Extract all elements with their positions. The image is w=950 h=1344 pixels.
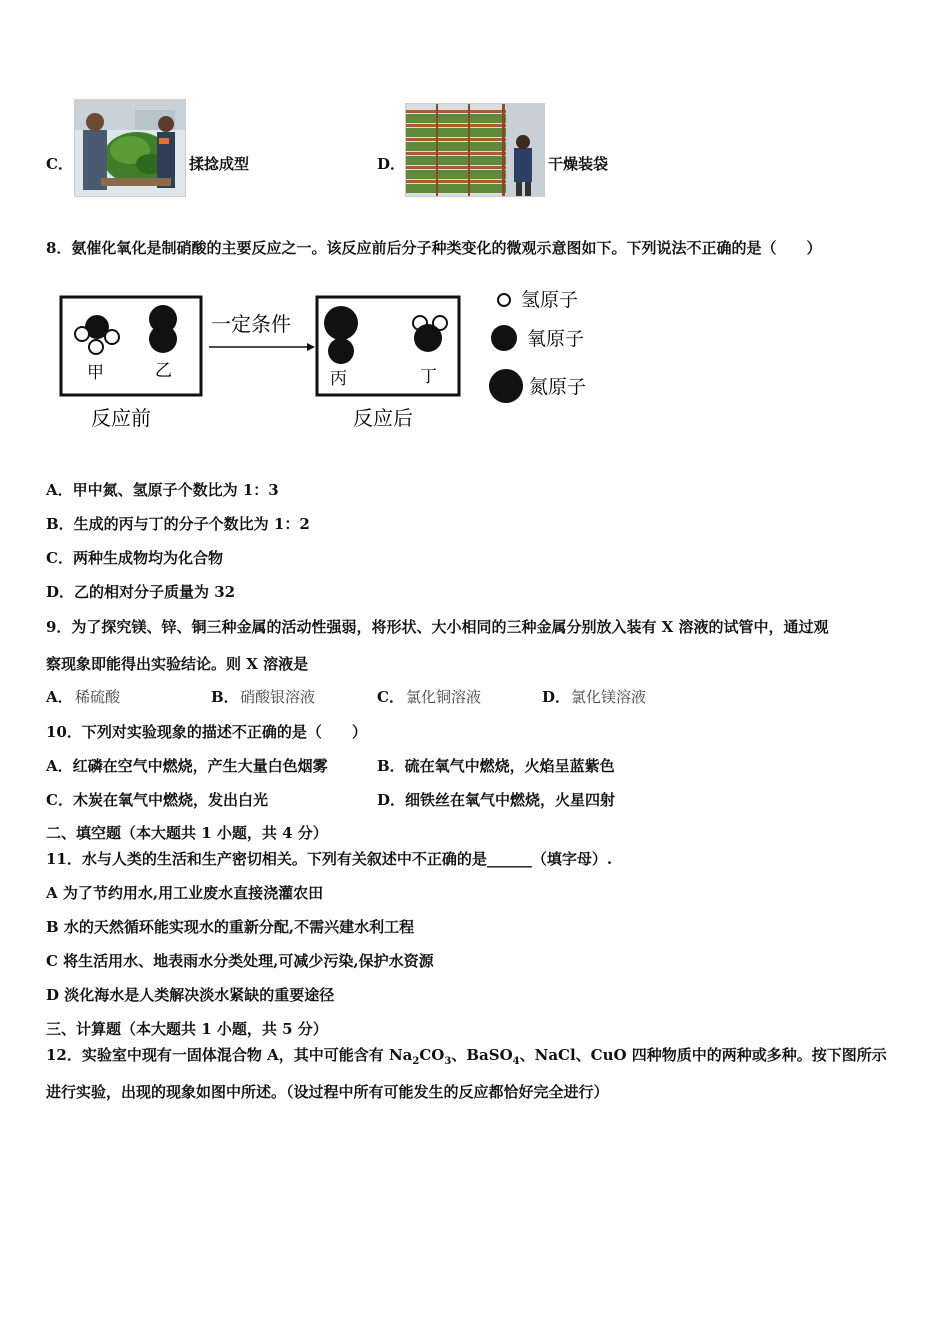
q9-option-a-letter: A． [46,688,73,706]
label-bing: 丙 [330,369,347,389]
tea-rolling-photo [74,99,186,197]
reaction-diagram [55,283,615,433]
q11-item-b: B 水的天然循环能实现水的重新分配,不需兴建水利工程 [46,918,415,936]
q10-option-a: A．红磷在空气中燃烧，产生大量白色烟雾 [46,757,328,775]
legend-n-label: 氮原子 [529,376,587,398]
section-3-heading: 三、计算题（本大题共 1 小题，共 5 分） [46,1020,328,1038]
q9-stem-line1: 9．为了探究镁、锌、铜三种金属的活动性强弱，将形状、大小相同的三种金属分别放入装有 X 溶液的试管中，通过观 [46,618,829,636]
q9-stem-line2: 察现象即能得出实验结论。则 X 溶液是 [46,655,309,673]
q9-option-d-letter: D． [542,688,571,706]
q11-item-a: A 为了节约用水,用工业废水直接浇灌农田 [46,884,324,902]
q12-line2: 进行实验，出现的现象如图中所述。（设过程中所有可能发生的反应都恰好完全进行） [46,1083,609,1101]
legend-h-label: 氢原子 [521,289,579,311]
q9-option-a-text: 稀硫酸 [75,688,121,706]
label-jia: 甲 [87,363,104,383]
before-label: 反应前 [91,406,151,430]
q9-option-d-text: 氯化镁溶液 [571,688,647,706]
legend-h-symbol [498,294,510,306]
q8-option-d: D．乙的相对分子质量为 32 [46,583,236,601]
q11-stem: 11．水与人类的生活和生产密切相关。下列有关叙述中不正确的是______（填字母）. [46,850,613,868]
legend-o-symbol [491,325,517,351]
legend-o-label: 氧原子 [527,328,585,350]
q7-option-c-letter: C． [46,155,73,173]
legend-n-symbol [489,369,523,403]
arrow-label: 一定条件 [211,312,291,336]
after-label: 反应后 [353,406,413,430]
q8-stem: 8．氨催化氧化是制硝酸的主要反应之一。该反应前后分子种类变化的微观示意图如下。下列说法不正确的是（ ） [46,239,822,257]
q9-option-b-text: 硝酸银溶液 [240,688,316,706]
q7-option-c-text: 揉捻成型 [189,155,250,173]
q11-item-d: D 淡化海水是人类解决淡水紧缺的重要途径 [46,986,335,1004]
label-ding: 丁 [420,367,437,387]
q8-option-c: C．两种生成物均为化合物 [46,549,223,567]
q10-option-b: B．硫在氧气中燃烧，火焰呈蓝紫色 [377,757,615,775]
q9-option-c-letter: C． [377,688,404,706]
q7-option-d-letter: D． [377,155,406,173]
q8-option-a: A．甲中氮、氢原子个数比为 1：3 [46,481,279,499]
q11-item-c: C 将生活用水、地表雨水分类处理,可减少污染,保护水资源 [46,952,434,970]
q10-option-c: C．木炭在氧气中燃烧，发出白光 [46,791,268,809]
label-yi: 乙 [155,361,172,381]
q9-option-b-letter: B． [211,688,239,706]
q10-option-d: D．细铁丝在氧气中燃烧，火星四射 [377,791,616,809]
section-2-heading: 二、填空题（本大题共 1 小题，共 4 分） [46,824,328,842]
q9-option-c-text: 氯化铜溶液 [406,688,482,706]
q8-option-b: B．生成的丙与丁的分子个数比为 1：2 [46,515,310,533]
tea-drying-photo [405,103,545,197]
before-box [61,297,201,395]
q12-line1: 12．实验室中现有一固体混合物 A，其中可能含有 $Na_2CO_3$、BaSO$_4$、NaCl、CuO 四种物质中的两种或多种。按下图所示 [46,1046,887,1067]
q7-option-d-text: 干燥装袋 [548,155,609,173]
q10-stem: 10．下列对实验现象的描述不正确的是（ ） [46,723,367,741]
